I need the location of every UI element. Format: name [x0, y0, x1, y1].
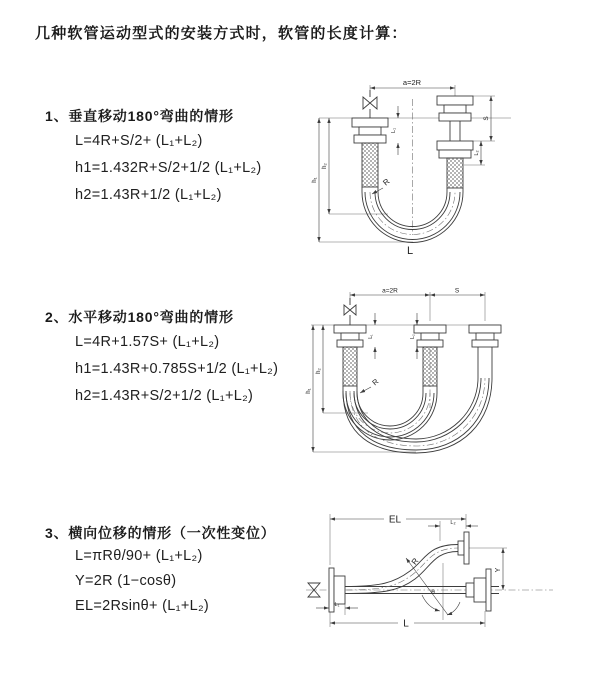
- formula-line: Y=2R (1−cosθ): [75, 573, 177, 589]
- valve-icon: [363, 90, 377, 118]
- diagram-vertical-180: [303, 57, 593, 262]
- label-radius: R: [381, 176, 392, 188]
- label-theta: θ: [431, 589, 435, 596]
- dim-label-h2: h₂: [322, 163, 328, 169]
- dim-label-l1: L₁: [368, 334, 374, 339]
- section-1-heading: 1、垂直移动180°弯曲的情形: [45, 108, 234, 124]
- right-fitting-original: [466, 569, 499, 611]
- formula-line: h2=1.43R+1/2 (L₁+L₂): [75, 187, 222, 203]
- braided-hose: [423, 347, 437, 386]
- formula-line: EL=2Rsinθ+ (L₁+L₂): [75, 598, 210, 614]
- page-title: 几种软管运动型式的安装方式时，软管的长度计算：: [35, 25, 408, 42]
- diagram-lateral-offset: [300, 505, 595, 655]
- dim-label-h1: h₁: [306, 388, 312, 394]
- dimensions: [313, 295, 485, 452]
- dim-label-l1: L₁: [391, 128, 397, 133]
- dim-label-a2r: a=2R: [382, 287, 398, 295]
- dim-label-s: S: [483, 116, 490, 121]
- upper-fitting-displaced: [458, 532, 469, 564]
- formula-line: h1=1.432R+S/2+1/2 (L₁+L₂): [75, 160, 262, 176]
- left-fitting: [334, 325, 366, 393]
- section-2-heading: 2、水平移动180°弯曲的情形: [45, 309, 234, 325]
- formula-line: h2=1.43R+S/2+1/2 (L₁+L₂): [75, 388, 254, 404]
- dim-label-y: Y: [495, 567, 502, 573]
- dim-label-l: L: [406, 245, 414, 257]
- dim-label-l2: L₂: [410, 334, 416, 339]
- dim-label-s: S: [454, 287, 460, 295]
- middle-fitting: [414, 325, 446, 393]
- diagram-horizontal-180: [303, 283, 553, 458]
- formula-line: h1=1.43R+0.785S+1/2 (L₁+L₂): [75, 361, 279, 377]
- dim-label-h1: h₁: [312, 177, 318, 183]
- construction-lines: [319, 85, 511, 242]
- right-fitting: [469, 325, 501, 378]
- right-fitting: [437, 96, 473, 192]
- braided-hose: [362, 143, 378, 187]
- label-radius: R: [409, 556, 421, 567]
- braided-hose: [447, 158, 463, 188]
- dim-label-l2: L₂: [450, 520, 456, 526]
- dim-label-a2r: a=2R: [402, 78, 422, 87]
- dim-label-l1: L₁: [334, 602, 340, 608]
- label-radius: R: [370, 376, 381, 388]
- dim-label-el: EL: [388, 514, 402, 526]
- formula-line: L=4R+1.57S+ (L₁+L₂): [75, 334, 220, 350]
- dim-label-h2: h₂: [316, 368, 322, 374]
- formula-line: L=4R+S/2+ (L₁+L₂): [75, 133, 203, 149]
- braided-hose: [343, 347, 357, 386]
- dim-label-l: L: [403, 618, 409, 630]
- construction-lines: [306, 514, 553, 627]
- dim-label-l2: L₂: [474, 150, 480, 156]
- valve-icon: [344, 298, 356, 325]
- section-3-heading: 3、横向位移的情形（一次性变位）: [45, 525, 276, 541]
- formula-line: L=πRθ/90+ (L₁+L₂): [75, 548, 203, 564]
